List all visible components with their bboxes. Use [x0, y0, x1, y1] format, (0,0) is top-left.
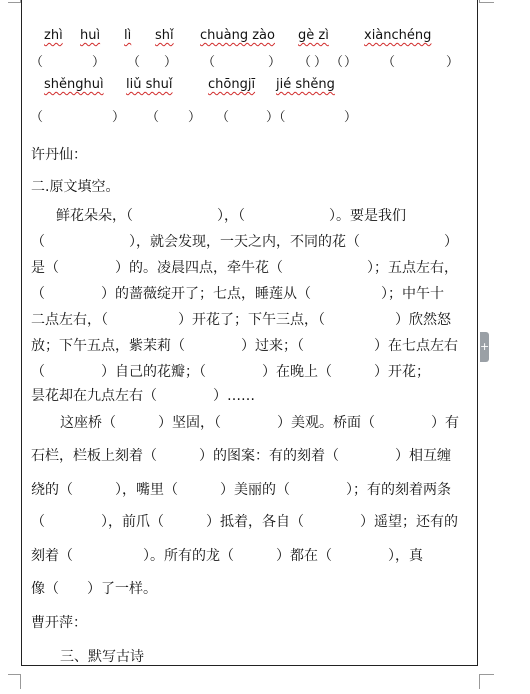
paren-open: （ [298, 55, 312, 70]
page-corner-mark [8, 0, 21, 3]
paren-open: （ [146, 110, 160, 125]
pinyin-word: huì [80, 28, 101, 43]
paren-open: （ [202, 55, 216, 70]
paragraph-line: 绕的（ ），嘴里（ ）美丽的（ ）；有的刻着两条 [31, 482, 451, 498]
paragraph-line: 刻着（ ）。所有的龙（ ）都在（ ），真 [31, 548, 423, 564]
paragraph-line: 是（ ）的。凌晨四点，牵牛花（ ）；五点左右， [31, 260, 458, 276]
paren-open: （ [382, 55, 396, 70]
paren-open: （ [30, 55, 44, 70]
paragraph-line: 二点左右，（ ）开花了；下午三点，（ ）欣然怒 [31, 312, 451, 328]
pinyin-word: gè zì [298, 28, 329, 43]
paren-close: ） [188, 110, 202, 125]
paragraph-line: 鲜花朵朵，（ ），（ ）。要是我们 [56, 208, 406, 224]
paren-open: （ [330, 55, 344, 70]
page-corner-mark [479, 0, 494, 3]
paragraph-line: （ ），前爪（ ）抵着，各自（ ）遥望；还有的 [31, 514, 458, 530]
paragraph-line: 放；下午五点，紫茉莉（ ）过来；（ ）在七点左右 [31, 338, 458, 354]
paren-close: ） [314, 55, 328, 70]
pinyin-word: jié shěng [276, 77, 335, 92]
paren-open: （ [30, 110, 44, 125]
paren-open: （ [127, 55, 141, 70]
paragraph-line: （ ）自己的花瓣；（ ）在晚上（ ）开花； [31, 364, 430, 380]
paren-close-open: ）（ [266, 110, 286, 125]
pinyin-word: zhì [44, 28, 63, 43]
page-corner-mark [8, 674, 21, 689]
page-border [21, 0, 478, 666]
paren-close: ） [446, 55, 460, 70]
pinyin-word: xiànchéng [364, 28, 432, 43]
paragraph-line: 昙花却在九点左右（ ）…… [31, 388, 255, 404]
paren-open: （ [216, 110, 230, 125]
page-corner-mark [479, 674, 494, 689]
paren-close: ） [344, 55, 358, 70]
paren-close: ） [92, 55, 106, 70]
pinyin-word: lì [124, 28, 132, 43]
pinyin-word: chuàng zào [200, 28, 275, 43]
paren-close: ） [344, 110, 358, 125]
paragraph-line: 这座桥（ ）坚固，（ ）美观。桥面（ ）有 [60, 415, 459, 431]
pinyin-word: chōngjī [208, 77, 256, 92]
paren-close: ） [164, 55, 178, 70]
paragraph-line: 像（ ）了一样。 [31, 581, 157, 597]
side-expand-tab[interactable]: + [480, 332, 489, 362]
paren-close: ） [268, 55, 282, 70]
section-2-title: 二.原文填空。 [31, 179, 120, 195]
author-name-1: 许丹仙： [31, 147, 87, 163]
paragraph-line: （ ）的蔷薇绽开了；七点，睡莲从（ ）；中午十 [31, 286, 444, 302]
section-3-title: 三、默写古诗 [60, 649, 144, 665]
pinyin-word: shěnghuì [44, 77, 104, 92]
paragraph-line: （ ），就会发现，一天之内，不同的花（ ） [31, 234, 458, 250]
paren-close: ） [112, 110, 126, 125]
paragraph-line: 石栏，栏板上刻着（ ）的图案：有的刻着（ ）相互缠 [31, 448, 451, 464]
author-name-2: 曹开萍： [31, 615, 87, 631]
pinyin-word: shǐ [155, 28, 174, 43]
pinyin-word: liǔ shuǐ [126, 77, 173, 92]
